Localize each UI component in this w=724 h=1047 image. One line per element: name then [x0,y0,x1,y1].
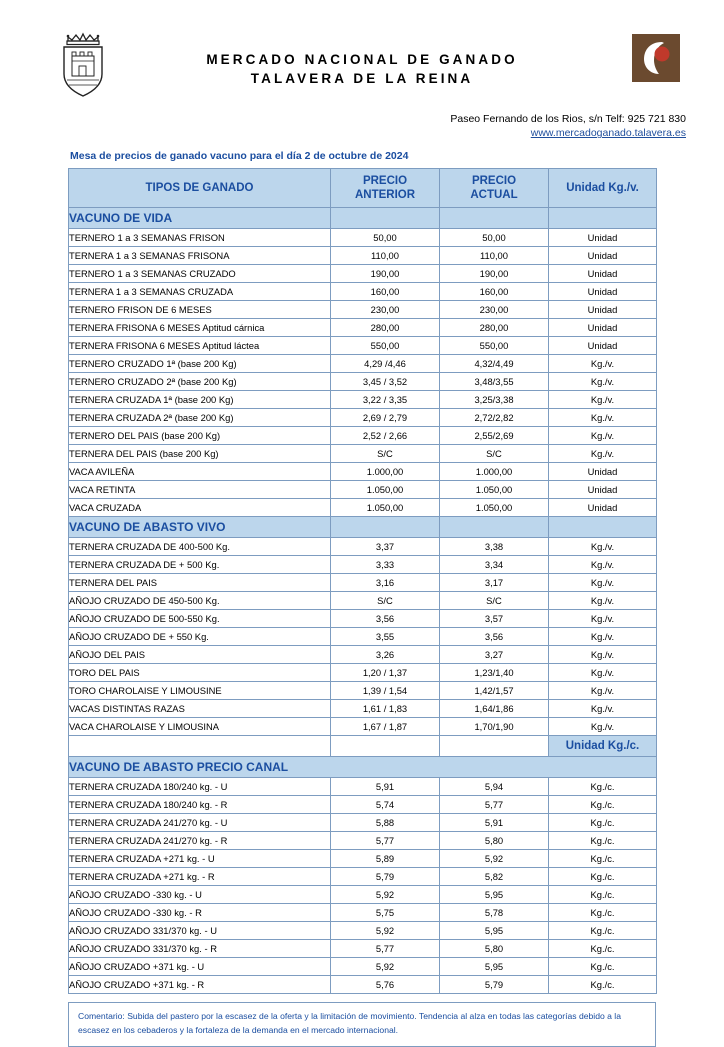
table-row [69,337,657,355]
row-previous-price: 2,52 / 2,66 [331,427,440,445]
contact-block [34,112,690,140]
row-label: AÑOJO CRUZADO DE + 550 Kg. [69,628,331,646]
row-label: AÑOJO CRUZADO -330 kg. - U [69,886,331,904]
row-unit: Unidad [549,499,657,517]
page-title [92,28,632,86]
table-row [69,682,657,700]
row-current-price: 3,25/3,38 [440,391,549,409]
row-label: TERNERA 1 a 3 SEMANAS CRUZADA [69,283,331,301]
row-unit: Kg./c. [549,814,657,832]
row-previous-price: 3,37 [331,538,440,556]
row-current-price: 5,95 [440,958,549,976]
table-row [69,850,657,868]
column-header-type: TIPOS DE GANADO [69,169,331,208]
row-previous-price: 5,77 [331,832,440,850]
row-current-price: 1,64/1,86 [440,700,549,718]
row-current-price: 230,00 [440,301,549,319]
row-label: AÑOJO CRUZADO DE 450-500 Kg. [69,592,331,610]
row-current-price: 5,82 [440,868,549,886]
price-table-body [69,208,657,994]
table-row [69,922,657,940]
row-label: VACA RETINTA [69,481,331,499]
price-table-subtitle: Mesa de precios de ganado vacuno para el día 2 de octubre de 2024 [70,150,409,163]
empty-cell [331,736,440,757]
row-previous-price: 5,74 [331,796,440,814]
table-row [69,796,657,814]
row-previous-price: 1,39 / 1,54 [331,682,440,700]
row-current-price: 1,42/1,57 [440,682,549,700]
row-unit: Unidad [549,247,657,265]
row-label: AÑOJO CRUZADO DE 500-550 Kg. [69,610,331,628]
row-unit: Kg./v. [549,574,657,592]
row-unit: Kg./c. [549,796,657,814]
unit-header-row [69,736,657,757]
table-row [69,868,657,886]
row-label: AÑOJO CRUZADO 331/370 kg. - U [69,922,331,940]
row-previous-price: 1.000,00 [331,463,440,481]
row-previous-price: 5,91 [331,778,440,796]
table-row [69,592,657,610]
row-current-price: 5,80 [440,832,549,850]
row-unit: Unidad [549,337,657,355]
column-header-previous-price-line2: ANTERIOR [354,189,416,202]
row-unit: Kg./c. [549,832,657,850]
row-unit: Kg./v. [549,409,657,427]
row-unit: Kg./v. [549,427,657,445]
row-unit: Unidad [549,283,657,301]
row-unit: Kg./c. [549,922,657,940]
table-row [69,958,657,976]
row-current-price: 5,79 [440,976,549,994]
row-current-price: 5,92 [440,850,549,868]
section-blank-cell [440,517,549,538]
row-label: TERNERO 1 a 3 SEMANAS CRUZADO [69,265,331,283]
row-label: TERNERA CRUZADA 1ª (base 200 Kg) [69,391,331,409]
row-current-price: 550,00 [440,337,549,355]
row-label: TERNERA FRISONA 6 MESES Aptitud cárnica [69,319,331,337]
section-header-row [69,757,657,778]
table-row [69,574,657,592]
row-unit: Kg./v. [549,355,657,373]
row-unit: Kg./c. [549,886,657,904]
row-current-price: 5,80 [440,940,549,958]
empty-cell [440,736,549,757]
table-row [69,265,657,283]
row-unit: Kg./v. [549,610,657,628]
row-previous-price: 3,22 / 3,35 [331,391,440,409]
table-row [69,610,657,628]
row-label: VACA CRUZADA [69,499,331,517]
row-current-price: 2,55/2,69 [440,427,549,445]
row-previous-price: 1,61 / 1,83 [331,700,440,718]
row-current-price: 5,91 [440,814,549,832]
row-previous-price: 280,00 [331,319,440,337]
row-label: TERNERA FRISONA 6 MESES Aptitud láctea [69,337,331,355]
row-unit: Kg./v. [549,556,657,574]
row-previous-price: 190,00 [331,265,440,283]
row-previous-price: 5,77 [331,940,440,958]
row-label: AÑOJO CRUZADO +371 kg. - R [69,976,331,994]
row-current-price: 3,27 [440,646,549,664]
table-row [69,229,657,247]
row-previous-price: 5,92 [331,958,440,976]
row-previous-price: 1,67 / 1,87 [331,718,440,736]
table-row [69,700,657,718]
document-header [34,28,690,106]
row-current-price: S/C [440,445,549,463]
row-current-price: 5,94 [440,778,549,796]
row-previous-price: 3,26 [331,646,440,664]
row-current-price: S/C [440,592,549,610]
row-label: TERNERA CRUZADA +271 kg. - U [69,850,331,868]
comment-box: Comentario: Subida del pastero por la escasez de la oferta y la limitación de movimiento. Tendencia al alza en todas las categorías debido a la escasez en los cebaderos y la fortaleza de la demanda en el mercado internacional. [68,1002,656,1047]
row-label: AÑOJO CRUZADO -330 kg. - R [69,904,331,922]
row-current-price: 3,17 [440,574,549,592]
row-previous-price: 4,29 /4,46 [331,355,440,373]
row-current-price: 1.050,00 [440,481,549,499]
row-label: TERNERA CRUZADA DE + 500 Kg. [69,556,331,574]
section-blank-cell [549,208,657,229]
section-title-vacuno-de-vida: VACUNO DE VIDA [69,208,331,229]
row-unit: Kg./c. [549,850,657,868]
row-label: TERNERO 1 a 3 SEMANAS FRISON [69,229,331,247]
table-row [69,904,657,922]
table-row [69,646,657,664]
row-unit: Unidad [549,319,657,337]
row-label: TERNERA CRUZADA 241/270 kg. - R [69,832,331,850]
table-row [69,832,657,850]
row-previous-price: 2,69 / 2,79 [331,409,440,427]
row-unit: Kg./c. [549,940,657,958]
row-current-price: 4,32/4,49 [440,355,549,373]
row-label: TERNERA CRUZADA 180/240 kg. - U [69,778,331,796]
table-row [69,556,657,574]
row-label: TERNERA DEL PAIS [69,574,331,592]
row-label: VACA CHAROLAISE Y LIMOUSINA [69,718,331,736]
row-previous-price: 1.050,00 [331,499,440,517]
row-unit: Kg./v. [549,391,657,409]
section-title-vacuno-abasto-precio-canal: VACUNO DE ABASTO PRECIO CANAL [69,757,657,778]
table-row [69,247,657,265]
row-current-price: 3,56 [440,628,549,646]
row-current-price: 1,70/1,90 [440,718,549,736]
section-header-row [69,208,657,229]
section-blank-cell [331,208,440,229]
row-unit: Unidad [549,265,657,283]
row-previous-price: 5,88 [331,814,440,832]
table-row [69,319,657,337]
row-previous-price: S/C [331,592,440,610]
row-previous-price: 3,55 [331,628,440,646]
table-row [69,481,657,499]
row-previous-price: 1.050,00 [331,481,440,499]
row-label: AÑOJO CRUZADO 331/370 kg. - R [69,940,331,958]
row-current-price: 2,72/2,82 [440,409,549,427]
row-current-price: 5,95 [440,886,549,904]
row-unit: Kg./v. [549,628,657,646]
row-previous-price: 5,92 [331,886,440,904]
column-header-previous-price-line1: PRECIO [362,174,408,187]
title-line-1: MERCADO NACIONAL DE GANADO [206,52,518,67]
row-label: TERNERO CRUZADO 2ª (base 200 Kg) [69,373,331,391]
price-table [68,168,657,994]
row-unit: Kg./v. [549,718,657,736]
row-unit: Kg./v. [549,538,657,556]
row-label: TERNERO FRISON DE 6 MESES [69,301,331,319]
row-previous-price: 50,00 [331,229,440,247]
row-label: VACAS DISTINTAS RAZAS [69,700,331,718]
table-row [69,814,657,832]
column-header-current-price-line2: ACTUAL [470,189,518,202]
row-previous-price: 3,56 [331,610,440,628]
row-unit: Kg./v. [549,664,657,682]
row-unit: Kg./v. [549,445,657,463]
row-label: TERNERO CRUZADO 1ª (base 200 Kg) [69,355,331,373]
row-label: TERNERA CRUZADA 241/270 kg. - U [69,814,331,832]
market-logo-icon [632,34,680,82]
row-label: TORO CHAROLAISE Y LIMOUSINE [69,682,331,700]
column-header-current-price [440,169,549,208]
row-label: AÑOJO CRUZADO +371 kg. - U [69,958,331,976]
section-header-row [69,517,657,538]
row-label: VACA AVILEÑA [69,463,331,481]
table-row [69,976,657,994]
row-label: TERNERA DEL PAIS (base 200 Kg) [69,445,331,463]
table-row [69,886,657,904]
coat-of-arms-icon [54,28,112,100]
row-previous-price: 3,33 [331,556,440,574]
table-row [69,427,657,445]
contact-address: Paseo Fernando de los Rios, s/n Telf: 925 721 830 [450,113,686,125]
row-previous-price: 3,16 [331,574,440,592]
row-previous-price: 5,76 [331,976,440,994]
table-row [69,718,657,736]
table-row [69,391,657,409]
section-title-vacuno-de-abasto-vivo: VACUNO DE ABASTO VIVO [69,517,331,538]
table-row [69,499,657,517]
row-previous-price: 3,45 / 3,52 [331,373,440,391]
row-current-price: 5,78 [440,904,549,922]
table-row [69,283,657,301]
row-label: TERNERA CRUZADA 180/240 kg. - R [69,796,331,814]
table-row [69,445,657,463]
row-current-price: 3,57 [440,610,549,628]
row-label: TERNERA CRUZADA DE 400-500 Kg. [69,538,331,556]
row-current-price: 3,34 [440,556,549,574]
table-row [69,628,657,646]
row-unit: Kg./c. [549,778,657,796]
row-label: AÑOJO DEL PAIS [69,646,331,664]
row-previous-price: 110,00 [331,247,440,265]
row-previous-price: S/C [331,445,440,463]
title-line-2: TALAVERA DE LA REINA [250,71,474,86]
section-blank-cell [440,208,549,229]
row-unit: Kg./v. [549,373,657,391]
table-header-row [69,169,657,208]
row-unit: Unidad [549,229,657,247]
table-row [69,355,657,373]
row-current-price: 50,00 [440,229,549,247]
table-row [69,409,657,427]
row-previous-price: 550,00 [331,337,440,355]
row-current-price: 1.000,00 [440,463,549,481]
row-previous-price: 230,00 [331,301,440,319]
row-label: TERNERA CRUZADA 2ª (base 200 Kg) [69,409,331,427]
table-row [69,940,657,958]
row-unit: Unidad [549,481,657,499]
row-current-price: 5,95 [440,922,549,940]
contact-website-link[interactable]: www.mercadoganado.talavera.es [530,127,686,140]
row-current-price: 1,23/1,40 [440,664,549,682]
table-row [69,373,657,391]
section-blank-cell [549,517,657,538]
table-row [69,778,657,796]
row-previous-price: 5,79 [331,868,440,886]
row-label: TERNERO DEL PAIS (base 200 Kg) [69,427,331,445]
row-unit: Unidad [549,463,657,481]
unit-header-canal: Unidad Kg./c. [549,736,657,757]
row-current-price: 1.050,00 [440,499,549,517]
table-row [69,538,657,556]
row-current-price: 110,00 [440,247,549,265]
row-current-price: 160,00 [440,283,549,301]
row-previous-price: 5,92 [331,922,440,940]
section-blank-cell [331,517,440,538]
row-current-price: 190,00 [440,265,549,283]
row-unit: Kg./c. [549,868,657,886]
row-label: TERNERA CRUZADA +271 kg. - R [69,868,331,886]
table-row [69,664,657,682]
row-previous-price: 5,89 [331,850,440,868]
column-header-current-price-line1: PRECIO [471,174,517,187]
row-label: TERNERA 1 a 3 SEMANAS FRISONA [69,247,331,265]
empty-cell [69,736,331,757]
row-current-price: 5,77 [440,796,549,814]
row-label: TORO DEL PAIS [69,664,331,682]
row-unit: Kg./v. [549,682,657,700]
row-current-price: 3,38 [440,538,549,556]
row-current-price: 280,00 [440,319,549,337]
row-unit: Kg./c. [549,976,657,994]
row-previous-price: 160,00 [331,283,440,301]
table-row [69,301,657,319]
row-current-price: 3,48/3,55 [440,373,549,391]
column-header-previous-price [331,169,440,208]
row-unit: Kg./v. [549,646,657,664]
row-unit: Unidad [549,301,657,319]
row-unit: Kg./c. [549,958,657,976]
row-unit: Kg./v. [549,592,657,610]
row-unit: Kg./c. [549,904,657,922]
column-header-unit: Unidad Kg./v. [549,169,657,208]
row-previous-price: 5,75 [331,904,440,922]
row-previous-price: 1,20 / 1,37 [331,664,440,682]
row-unit: Kg./v. [549,700,657,718]
table-row [69,463,657,481]
